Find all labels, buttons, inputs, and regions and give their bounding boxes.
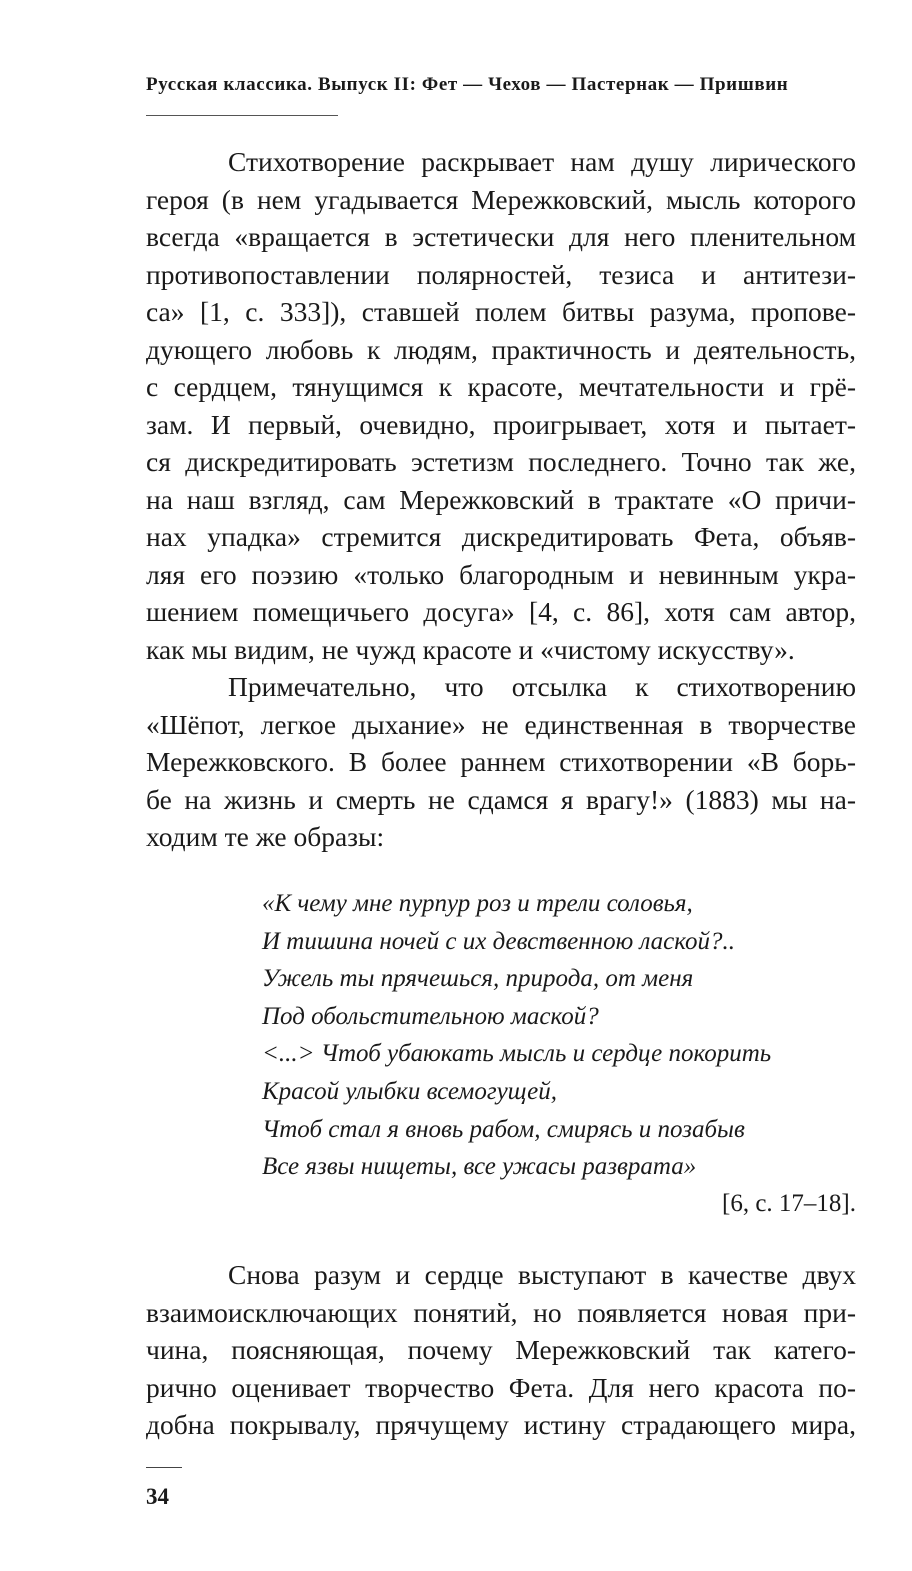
text-line: как мы видим, не чужд красоте и «чистому искусству». [146,633,795,665]
verse-line: «К чему мне пурпур роз и трели соловья, [262,890,693,917]
text-line: ся дискредитировать эстетизм последнего. Точно так же, [146,446,856,477]
text-line: добна покрывалу, прячущему истину страдающего мира, [146,1409,856,1440]
text-line: «Шёпот, легкое дыхание» не единственная в творчестве [146,708,856,740]
paragraph-1 [146,143,856,668]
text-line: дующего любовь к людям, практичность и деятельность, [146,333,856,365]
verse-line: Ужель ты прячешься, природа, от меня [262,965,694,993]
text-line: с сердцем, тянущимся к красоте, мечтательности и грё- [146,371,856,402]
text-line: зам. И первый, очевидно, проигрывает, хотя и пытает- [146,408,856,440]
verse-line: И тишина ночей с их девственною лаской?.. [262,927,735,955]
verse-quote [262,885,771,1186]
footer-rule [146,1467,182,1468]
verse-line: Красой улыбки всемогущей, [262,1077,558,1105]
text-line: Стихотворение раскрывает нам душу лирического [228,146,856,177]
running-title: Русская классика. Выпуск II: Фет — Чехов — Пастернак — Пришвин [146,74,789,95]
verse-line: <...> Чтоб убаюкать мысль и сердце покорить [262,1040,772,1068]
text-line: нах упадка» стремится дискредитировать Фета, объяв- [146,521,856,552]
page-number: 34 [146,1484,169,1509]
text-line: Снова разум и сердце выступают в качестве двух [228,1259,856,1290]
verse-citation: [6, с. 17–18]. [722,1190,856,1217]
text-line: Примечательно, что отсылка к стихотворению [228,671,856,702]
text-line: чина, поясняющая, почему Мережковский так катего- [146,1334,856,1365]
text-line: са» [1, с. 333]), ставшей полем битвы разума, пропове- [146,296,856,327]
text-line: шением помещичьего досуга» [4, с. 86], хотя сам автор, [146,596,856,627]
verse-line: Чтоб стал я вновь рабом, смирясь и позабыв [262,1115,745,1143]
verse-line: Все язвы нищеты, все ужасы разврата» [262,1153,697,1181]
text-line: ляя его поэзию «только благородным и невинным укра- [146,558,856,590]
paragraph-3 [146,1256,856,1444]
text-line: рично оценивает творчество Фета. Для него красота по- [146,1371,856,1403]
text-line: противопоставлении полярностей, тезиса и антитези- [146,258,856,290]
verse-line: Под обольстительною маской? [262,1002,599,1030]
text-line: ходим те же образы: [146,821,385,852]
text-line: бе на жизнь и смерть не сдамся я врагу!» (1883) мы на- [146,783,856,815]
text-line: героя (в нем угадывается Мережковский, мысль которого [146,183,856,215]
paragraph-2 [146,668,856,856]
text-line: взаимоисключающих понятий, но появляется новая при- [146,1296,856,1328]
text-line: на наш взгляд, сам Мережковский в трактате «О причи- [146,483,856,515]
header-rule [146,115,338,116]
text-line: Мережковского. В более раннем стихотворении «В борь- [146,746,856,777]
text-line: всегда «вращается в эстетически для него пленительном [146,221,856,252]
